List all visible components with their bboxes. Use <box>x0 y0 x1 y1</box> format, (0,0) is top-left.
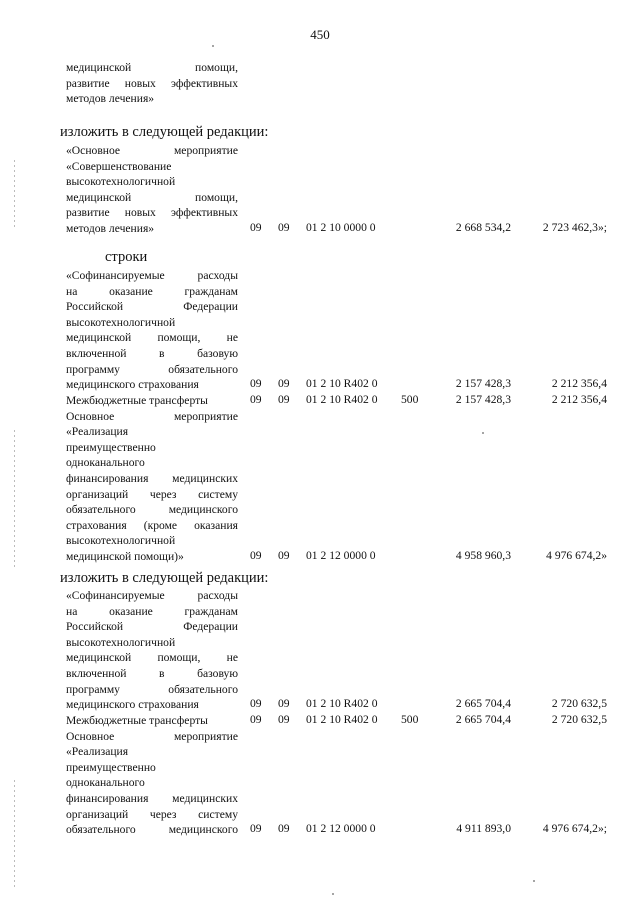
amount-year-1: 4 911 893,0 <box>456 822 511 836</box>
description-line: развитие новых эффективных <box>66 76 238 90</box>
amendment-instruction: изложить в следующей редакции: <box>60 124 269 140</box>
section-code: 09 <box>250 697 262 711</box>
description-line: медицинского страхования <box>66 378 199 392</box>
description-line: «Софинансируемые расходы <box>66 589 238 602</box>
amendment-instruction: строки <box>105 249 148 265</box>
description-line: одноканального <box>66 776 145 790</box>
row-description <box>66 588 238 713</box>
target-article-code: 01 2 10 R402 0 <box>306 697 378 711</box>
amount-year-2: 2 212 356,4 <box>551 393 607 406</box>
subsection-code: 09 <box>278 221 290 234</box>
target-article-code: 01 2 10 R402 0 <box>306 713 378 726</box>
amount-year-2: 4 976 674,2» <box>546 549 607 562</box>
section-code: 09 <box>250 377 262 391</box>
description-line: «Софинансируемые расходы <box>66 269 238 282</box>
description-line: организаций через систему <box>66 807 238 821</box>
description-line: программу обязательного <box>66 362 238 376</box>
section-code: 09 <box>250 221 262 234</box>
description-line: Российской Федерации <box>66 300 238 314</box>
description-line: медицинской помощи, не <box>66 331 238 345</box>
description-line: «Реализация <box>66 745 129 759</box>
description-line: развитие новых эффективных <box>66 206 238 220</box>
description-line: Основное мероприятие <box>66 409 238 423</box>
description-line: финансирования медицинских <box>66 791 238 805</box>
description-line: страхования (кроме оказания <box>66 518 238 532</box>
description-line: преимущественно <box>66 440 156 454</box>
description-line: высокотехнологичной <box>66 635 176 649</box>
description-line: включенной в базовую <box>66 666 238 680</box>
expense-type-code: 500 <box>401 713 419 726</box>
row-description <box>66 143 238 237</box>
expense-type-code: 500 <box>401 393 419 406</box>
target-article-code: 01 2 10 0000 0 <box>306 221 376 234</box>
subsection-code: 09 <box>278 393 290 406</box>
amount-year-2: 4 976 674,2»; <box>542 822 607 836</box>
subsection-code: 09 <box>278 697 290 711</box>
amount-year-1: 2 668 534,2 <box>455 221 511 234</box>
subsection-code: 09 <box>278 822 290 836</box>
amount-year-1: 4 958 960,3 <box>455 549 511 562</box>
description-line: одноканального <box>66 456 145 470</box>
description-line: финансирования медицинских <box>66 471 238 485</box>
section-code: 09 <box>250 822 262 836</box>
target-article-code: 01 2 12 0000 0 <box>306 549 376 562</box>
amount-year-2: 2 720 632,5 <box>551 697 607 711</box>
description-line: преимущественно <box>66 760 156 774</box>
section-code: 09 <box>250 549 262 562</box>
scan-speck <box>533 880 535 882</box>
description-line: методов лечения» <box>66 221 155 235</box>
amount-year-2: 2 720 632,5 <box>551 713 607 726</box>
row-description <box>66 60 238 107</box>
description-line: обязательного медицинского <box>66 503 238 517</box>
row-description <box>66 268 238 393</box>
description-line: высокотехнологичной <box>66 175 176 189</box>
description-line: обязательного медицинского <box>66 823 238 837</box>
description-line: медицинского страхования <box>66 698 199 712</box>
target-article-code: 01 2 10 R402 0 <box>306 393 378 406</box>
scan-speck <box>482 432 484 434</box>
scan-speck <box>332 893 334 895</box>
description-line: Российской Федерации <box>66 620 238 634</box>
description-line: «Основное мероприятие <box>66 144 238 157</box>
description-line: включенной в базовую <box>66 346 238 360</box>
amendment-instruction: изложить в следующей редакции: <box>60 570 269 586</box>
scan-edge-marks <box>14 780 15 890</box>
amount-year-1: 2 665 704,4 <box>455 713 511 726</box>
target-article-code: 01 2 12 0000 0 <box>306 822 376 836</box>
row-description <box>66 729 238 838</box>
description-line: «Совершенствование <box>66 159 172 173</box>
amount-year-1: 2 665 704,4 <box>455 697 511 711</box>
description-line: Межбюджетные трансферты <box>66 394 208 407</box>
subsection-code: 09 <box>278 549 290 562</box>
description-line: методов лечения» <box>66 92 155 106</box>
description-line: медицинской помощи, <box>66 61 238 74</box>
subsection-code: 09 <box>278 377 290 391</box>
scan-speck <box>212 45 214 47</box>
description-line: медицинской помощи)» <box>66 549 184 563</box>
description-line: высокотехнологичной <box>66 315 176 329</box>
description-line: программу обязательного <box>66 682 238 696</box>
description-line: организаций через систему <box>66 487 238 501</box>
amount-year-1: 2 157 428,3 <box>455 393 511 406</box>
target-article-code: 01 2 10 R402 0 <box>306 377 378 391</box>
row-description <box>66 409 238 565</box>
page-number: 450 <box>310 27 330 42</box>
scan-edge-marks <box>14 160 15 230</box>
description-line: на оказание гражданам <box>66 604 238 618</box>
row-description <box>66 393 238 409</box>
section-code: 09 <box>250 713 262 726</box>
description-line: «Реализация <box>66 425 129 439</box>
subsection-code: 09 <box>278 713 290 726</box>
description-line: высокотехнологичной <box>66 534 176 548</box>
description-line: Межбюджетные трансферты <box>66 714 208 727</box>
scan-edge-marks <box>14 430 15 570</box>
description-line: Основное мероприятие <box>66 729 238 743</box>
row-description <box>66 713 238 729</box>
section-code: 09 <box>250 393 262 406</box>
amount-year-2: 2 723 462,3»; <box>542 221 607 234</box>
amount-year-2: 2 212 356,4 <box>551 377 607 391</box>
description-line: медицинской помощи, не <box>66 651 238 665</box>
description-line: медицинской помощи, <box>66 190 238 204</box>
amount-year-1: 2 157 428,3 <box>455 377 511 391</box>
description-line: на оказание гражданам <box>66 284 238 298</box>
